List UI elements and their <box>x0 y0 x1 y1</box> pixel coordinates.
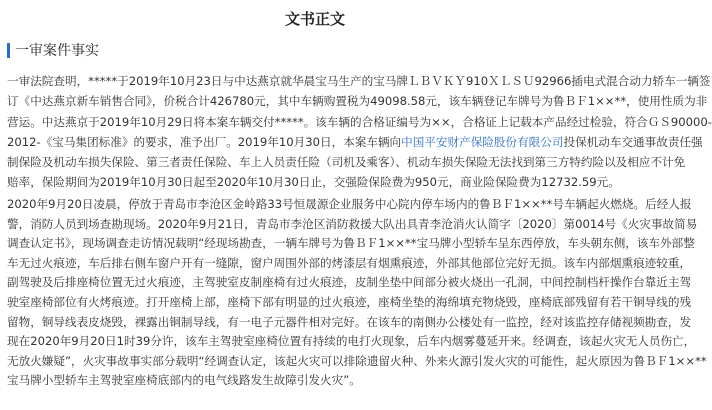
text-line <box>7 132 703 152</box>
paragraph-fire-incident <box>7 195 707 391</box>
text-line: 2020年9月20日凌晨，停放于青岛市李沧区金岭路33号恒晟源企业服务中心院内停车场内的鲁ＢＦ1××**号车辆起火燃烧。后经人报 <box>7 197 692 211</box>
text-line: 现在2020年9月20日1时39分许，该车主驾驶室座椅位置有持续的电打火现象，后车内烟雾蔓延开来。经调查，该起火灾无人员伤亡， <box>7 334 696 349</box>
text-line: 营运。中达燕京于2019年10月29日将本案车辆交付*****。该车辆的合格证编号为××，合格证上记载本产品经过检验，符合ＧＳ90000- <box>7 114 712 129</box>
text-segment: 2012-《宝马集团标准》的要求，准予出厂。2019年10月30日，本案车辆向 <box>7 134 402 149</box>
document-title: 文书正文 <box>284 10 345 28</box>
insurer-company-link[interactable]: 中国平安财产保险股份有限公司 <box>401 134 564 149</box>
text-line: 驶室座椅部位有火烤痕迹。打开座椅上部，座椅下部有明显的过火痕迹，座椅坐垫的海绵填充物烧毁，座椅底部残留有若干铜导线的残 <box>7 294 692 309</box>
text-line: 宝马牌小型轿车主驾驶室座椅底部内的电气线路发生故障引发火灾”。 <box>7 373 361 388</box>
text-line: 车无过火痕迹，车后排右侧车窗户开有一缝隙，窗户周围外部的烤漆层有烟熏痕迹，外部其他部位完好无损。该车内部烟熏痕迹较重， <box>7 255 692 270</box>
text-line: 副驾驶及后排座椅位置无过火痕迹，主驾驶室皮制座椅有过火痕迹，皮制坐垫中间部分被火烧出一孔洞，中间控制档杆操作台靠近主驾 <box>7 275 692 290</box>
text-line: 赔率，保险期间为2019年10月30日起至2020年10月30日止，交强险保险费为950元，商业险保险费为12732.59元。 <box>7 175 620 190</box>
text-line: 无放火嫌疑”，火灾事故事实部分载明“经调查认定，该起火灾可以排除遗留火种、外来火源引发火灾的可能性，起火原因为鲁ＢＦ1××** <box>7 353 707 368</box>
text-segment: 投保机动车交通事故责任强 <box>563 134 703 149</box>
paragraph-first-instance-facts <box>7 71 712 193</box>
text-line: 调查认定书》，现场调查走访情况载明“经现场勘查，一辆车牌号为鲁ＢＦ1××**宝马牌小型轿车呈东西停放，车头朝东侧，该车外部整 <box>7 236 695 251</box>
text-line: 订《中达燕京新车销售合同》，价税合计426780元，其中车辆购置税为49098.58元，该车辆登记车牌号为鲁ＢＦ1××**，使用性质为非 <box>7 94 708 109</box>
section-heading <box>7 40 99 60</box>
text-line: 警，消防人员到场查勘现场。2020年9月21日，青岛市李沧区消防救援大队出具青李沧消火认简字〔2020〕第0014号《火灾事故简易 <box>7 216 698 231</box>
heading-accent-bar <box>7 43 10 58</box>
text-line: 一审法院查明，*****于2019年10月23日与中达燕京就华晨宝马生产的宝马牌ＬＢＶＫＹ910ＸＬＳＵ92966插电式混合动力轿车一辆签 <box>7 74 711 88</box>
text-line: 留物，铜导线表皮烧毁，裸露出铜制导线，有一电子元器件相对完好。在该车的南侧办公楼处有一监控，经对该监控存储视频勘查，发 <box>7 314 692 329</box>
text-line: 制保险及机动车损失保险、第三者责任保险、车上人员责任险（司机及乘客）、机动车损失保险无法找到第三方特约险以及相应不计免 <box>7 155 686 170</box>
section-heading-label: 一审案件事实 <box>15 43 99 59</box>
